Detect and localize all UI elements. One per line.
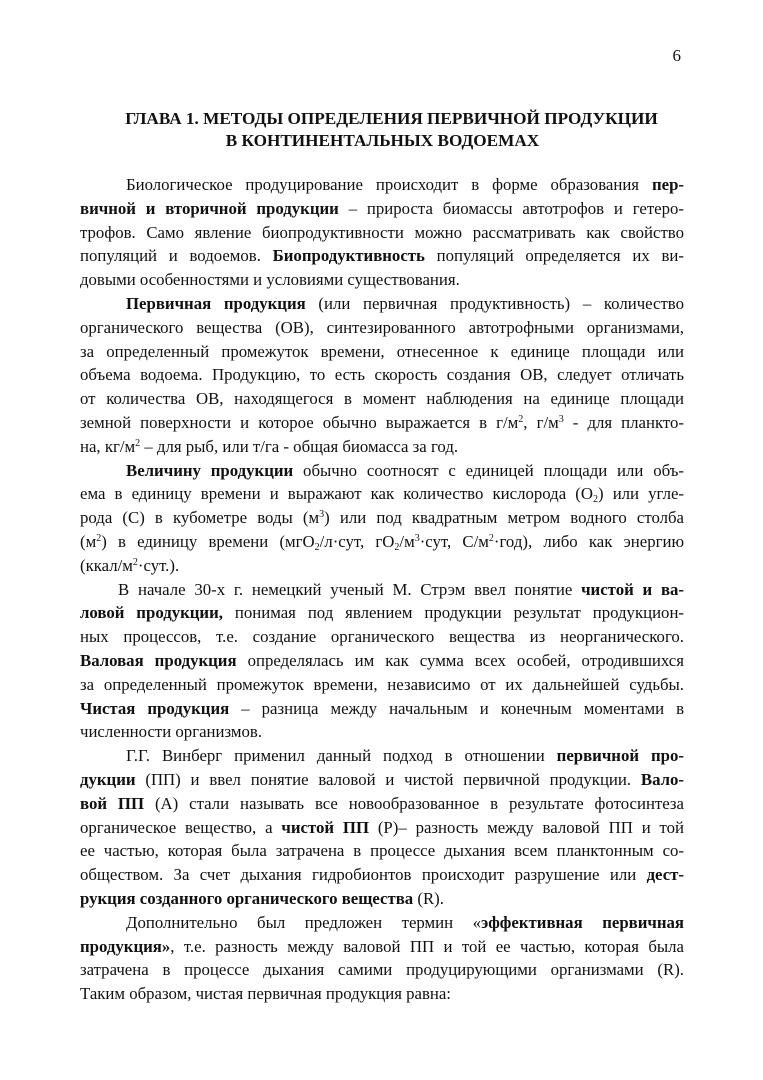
text-line: Первичная продукция (или первичная продуктивность) – количество	[126, 293, 684, 313]
text-line: Величину продукции обычно соотносят с единицей площади или объ-	[126, 460, 685, 480]
chapter-title-line-1: ГЛАВА 1. МЕТОДЫ ОПРЕДЕЛЕНИЯ ПЕРВИЧНОЙ ПРОДУКЦИИ	[125, 109, 658, 128]
paragraph-1	[80, 173, 684, 292]
text-line: за определенный промежуток времени, независимо от их дальнейшей судьбы.	[80, 674, 684, 694]
text-line: за определенный промежуток времени, отнесенное к единице площади или	[80, 341, 684, 361]
text-line: Г.Г. Винберг применил данный подход в отношении первичной про-	[126, 746, 684, 766]
text-line: Чистая продукция – разница между начальным и конечным моментами в	[80, 698, 685, 718]
text-line: органическое вещество, а чистой ПП (Р)– разность между валовой ПП и той	[80, 817, 684, 837]
text-line: обществом. За счет дыхания гидробионтов происходит разрушение или дест-	[80, 865, 684, 885]
text-line: рода (С) в кубометре воды $(м^3)$ или под квадратным метром водного столба	[80, 508, 684, 528]
text-line: В начале 30-х г. немецкий ученый М. Стрэм ввел понятие чистой и ва-	[118, 579, 685, 599]
text-line: ее частью, которая была затрачена в процессе дыхания всем планктонным со-	[80, 841, 684, 861]
text-line: органического вещества (ОВ), синтезированного автотрофными организмами,	[80, 317, 684, 337]
text-line: на, $кг/м^2$ – для рыб, или т/га - общая биомасса за год.	[80, 436, 459, 456]
text-line: довыми особенностями и условиями существования.	[80, 270, 460, 290]
text-line: продукция», т.е. разность между валовой ПП и той ее частью, которая была	[80, 936, 684, 956]
text-line: трофов. Само явление биопродуктивности можно рассматривать как свойство	[80, 222, 684, 242]
text-line: численности организмов.	[80, 722, 263, 742]
paragraph-4	[80, 578, 684, 745]
text-line: ловой продукции, понимая под явлением продукции результат продукцион-	[80, 603, 685, 623]
text-line: объема водоема. Продукцию, то есть скорость создания ОВ, следует отличать	[80, 365, 684, 385]
paragraph-3	[80, 459, 684, 578]
text-line: ных процессов, т.е. создание органического вещества из неорганического.	[80, 627, 684, 647]
body-text	[80, 173, 684, 1006]
text-line: вичной и вторичной продукции – прироста биомассы автотрофов и гетеро-	[80, 198, 684, 218]
text-line: от количества ОВ, находящегося в момент наблюдения на единице площади	[80, 389, 684, 409]
text-line: Таким образом, чистая первичная продукция равна:	[80, 984, 451, 1004]
text-line: затрачена в процессе дыхания самими продуцирующими организмами (R).	[80, 960, 684, 980]
paragraph-2	[80, 292, 684, 459]
text-line: $(м^2)$ в единицу времени (мгО$_2$/л·сут, $гО_2/м^3\cdot сут$, $С/м^2\cdot год$), либо как энергию	[80, 531, 685, 553]
text-line: вой ПП (А) стали называть все новообразованное в результате фотосинтеза	[80, 793, 684, 813]
text-line: земной поверхности и которое обычно выражается в $г/м^2$, $г/м^3$ - для планкто-	[80, 412, 684, 432]
chapter-title	[82, 108, 683, 152]
text-line: Биологическое продуцирование происходит в форме образования пер-	[126, 175, 684, 194]
text-line: ема в единицу времени и выражают как количество кислорода $(O_2)$ или угле-	[80, 484, 684, 506]
text-line: дукции (ПП) и ввел понятие валовой и чистой первичной продукции. Вало-	[80, 769, 684, 789]
text-line: Валовая продукция определялась им как сумма всех особей, отродившихся	[80, 650, 684, 670]
chapter-title-line-2: В КОНТИНЕНТАЛЬНЫХ ВОДОЕМАХ	[225, 131, 540, 150]
text-line: популяций и водоемов. Биопродуктивность популяций определяется их ви-	[80, 246, 684, 266]
text-line: рукция созданного органического вещества (R).	[80, 888, 444, 908]
paragraph-6	[80, 911, 684, 1006]
page-number: 6	[672, 46, 681, 65]
paragraph-5	[80, 744, 684, 911]
text-line: $(ккал/м^2\cdot сут.)$.	[80, 555, 180, 575]
text-line: Дополнительно был предложен термин «эффективная первичная	[126, 912, 684, 932]
